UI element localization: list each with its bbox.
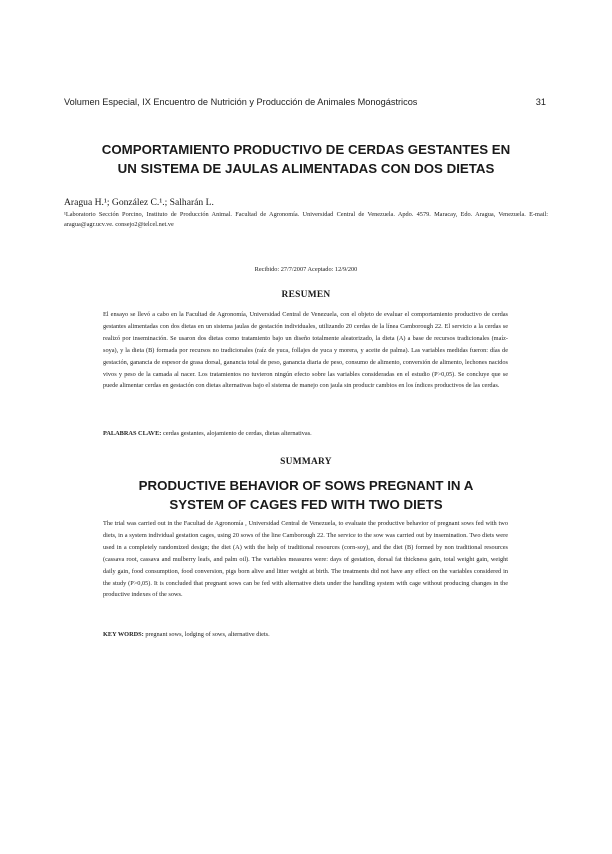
keywords-text: cerdas gestantes, alojamiento de cerdas, dietas alternativas.: [162, 430, 312, 437]
authors: Aragua H.¹; González C.¹.; Salharán L.: [64, 197, 214, 208]
running-title: Volumen Especial, IX Encuentro de Nutrición y Producción de Animales Monogástricos: [64, 97, 418, 107]
resumen-heading: RESUMEN: [281, 290, 331, 300]
resumen-keywords: [103, 430, 508, 437]
article-title-line-2: UN SISTEMA DE JAULAS ALIMENTADAS CON DOS DIETAS: [117, 161, 495, 176]
summary-keywords: [103, 631, 508, 638]
affiliation: ¹Laboratorio Sección Porcino, Instituto de Producción Animal. Facultad de Agronomía. Universidad Central de Venezuela. Apdo. 4579. Maracay, Edo. Aragua, Venezuela. E-mail: aragua@agr.ucv.ve. consejo2@telcel.net.ve: [64, 211, 548, 228]
received-dates: Recibido: 27/7/2007 Aceptado: 12/9/200: [254, 266, 358, 273]
keywords-label: PALABRAS CLAVE:: [103, 430, 162, 437]
resumen-body: El ensayo se llevó a cabo en la Facultad de Agronomía, Universidad Central de Venezuela, con el objeto de evaluar el comportamiento productivo de cerdas gestantes alimentadas con dos dietas en un sistema jaulas de gestación individuales, utilizando 20 cerdas de la línea Camborough 22. El servicio a la cerdas se realizó por inseminación. Se usaron dos dietas como tratamiento bajo un diseño totalmente aleatorizado, la dieta (A) a base de recursos tradicionales (maíz-soya), y la dieta (B) formada por recursos no tradicionales (raíz de yuca, follajes de yuca y morera, y aceite de palma). Las variables medidas fueron: días de gestación, ganancia de espesor de grasa dorsal, ganancia total de peso, ganancia diaria de peso, consumo de alimento, conversión de alimento, lechones nacidos vivos y peso de la camada al nacer. Los tratamientos no tuvieron ningún efecto sobre las variables consideradas en el estudio (P>0,05). Se concluye que se puede alimentar cerdas en gestación con dietas alternativas bajo el sistema de manejo con jaula sin producir cambios en los índices productivos de las cerdas.: [103, 311, 508, 390]
running-header: [64, 97, 546, 107]
page-number: 31: [535, 97, 546, 107]
summary-title-line-2: SYSTEM OF CAGES FED WITH TWO DIETS: [169, 496, 443, 512]
article-title: [64, 140, 548, 178]
key-words-text: pregnant sows, lodging of sows, alternative diets.: [145, 631, 270, 638]
article-title-line-1: COMPORTAMIENTO PRODUCTIVO DE CERDAS GESTANTES EN: [101, 142, 511, 157]
key-words-label: KEY WORDS:: [103, 631, 144, 638]
summary-body: The trial was carried out in the Facultad de Agronomía , Universidad Central de Venezuela, to evaluate the productive behavior of pregnant sows fed with two diets, in a system individual gestation cages, using 20 sows of the line Camborough 22. The service to the sow was carried out by insemination. Two diets were used in a completely randomized design; the diet (A) with the help of traditional resources (corn-soy), and the diet (B) formed by non traditional resources (cassava root, cassava and mulberry leafs, and palm oil). The variables measures were: days of gestation, dorsal fat thickness gain, total weight gain, weight daily gain, food consumption, food conversion, pigs born alive and litter weight at birth. The treatments did not have any effect on the variables considered in the study (P>0,05). It is concluded that pregnant sows can be fed with alternative diets under the handling system with cage without producing changes in the productive indexes of the sows.: [103, 520, 508, 599]
summary-title-line-1: PRODUCTIVE BEHAVIOR OF SOWS PREGNANT IN A: [138, 478, 474, 493]
summary-heading: SUMMARY: [280, 457, 332, 467]
summary-title: [64, 477, 548, 514]
